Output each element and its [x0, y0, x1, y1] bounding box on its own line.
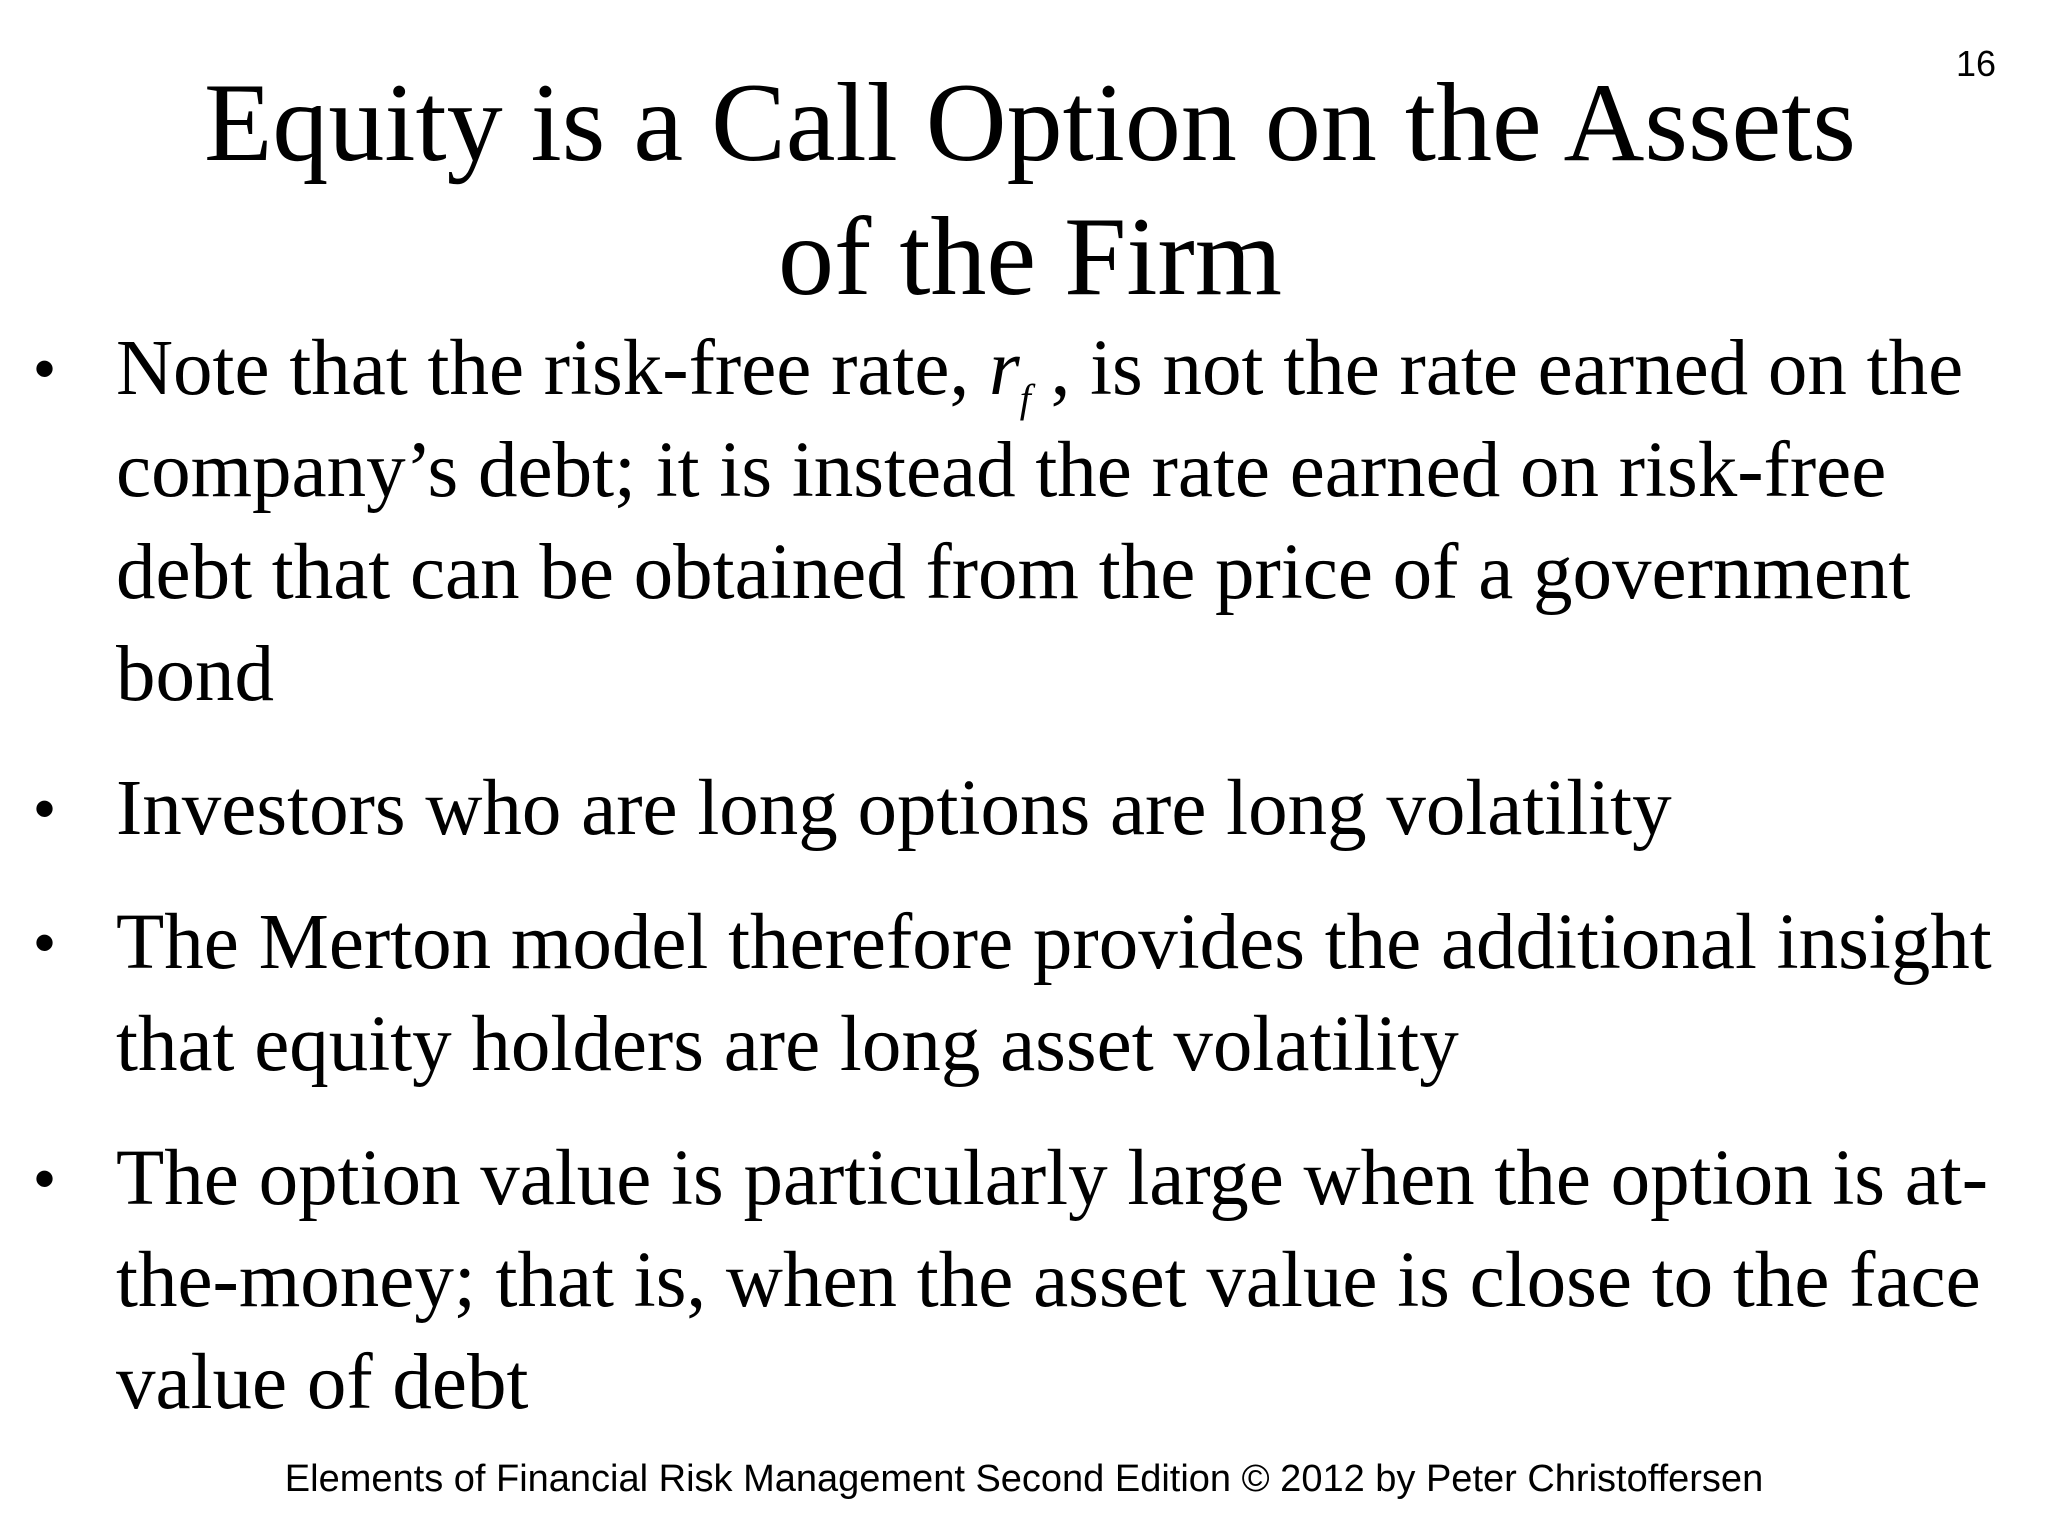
rf-subscript: f: [1019, 376, 1031, 421]
slide-footer: Elements of Financial Risk Management Second Edition © 2012 by Peter Christoffersen: [284, 1458, 1764, 1500]
bullet-line: The Merton model therefore provides the additional insight: [116, 899, 1992, 986]
bullet-line: Investors who are long options are long volatility: [116, 765, 1672, 852]
slide-title: [80, 56, 1980, 324]
bullet-dot: •: [34, 335, 56, 402]
bullet-item: [0, 318, 2040, 726]
bullet-list: [0, 318, 2040, 1466]
bullet-dot: •: [34, 1145, 56, 1212]
bullet-line: [116, 318, 2040, 420]
bullet-dot: •: [34, 909, 56, 976]
bullet-item: [0, 758, 2040, 860]
bullet-line: that equity holders are long asset volatility: [116, 1001, 1459, 1088]
bullet-item: [0, 1128, 2040, 1434]
bullet-line: the-money; that is, when the asset value is close to the face: [116, 1237, 1981, 1324]
bullet-text: , is not the rate earned on the: [1030, 325, 1964, 412]
bullet-line: value of debt: [116, 1339, 529, 1426]
bullet-item: [0, 892, 2040, 1096]
page-number: 16: [1955, 43, 1996, 84]
bullet-line: bond: [116, 631, 274, 718]
bullet-line: debt that can be obtained from the price of a government: [116, 529, 1911, 616]
bullet-line: The option value is particularly large when the option is at-: [116, 1135, 1989, 1222]
bullet-dot: •: [34, 775, 56, 842]
slide-title-line-2: of the Firm: [778, 195, 1282, 319]
rf-variable: r: [988, 325, 1020, 412]
bullet-text: Note that the risk-free rate,: [116, 325, 989, 412]
bullet-line: company’s debt; it is instead the rate earned on risk-free: [116, 427, 1887, 514]
risk-free-rate-symbol: [988, 325, 1031, 421]
slide-title-line-1: Equity is a Call Option on the Assets: [204, 61, 1856, 185]
